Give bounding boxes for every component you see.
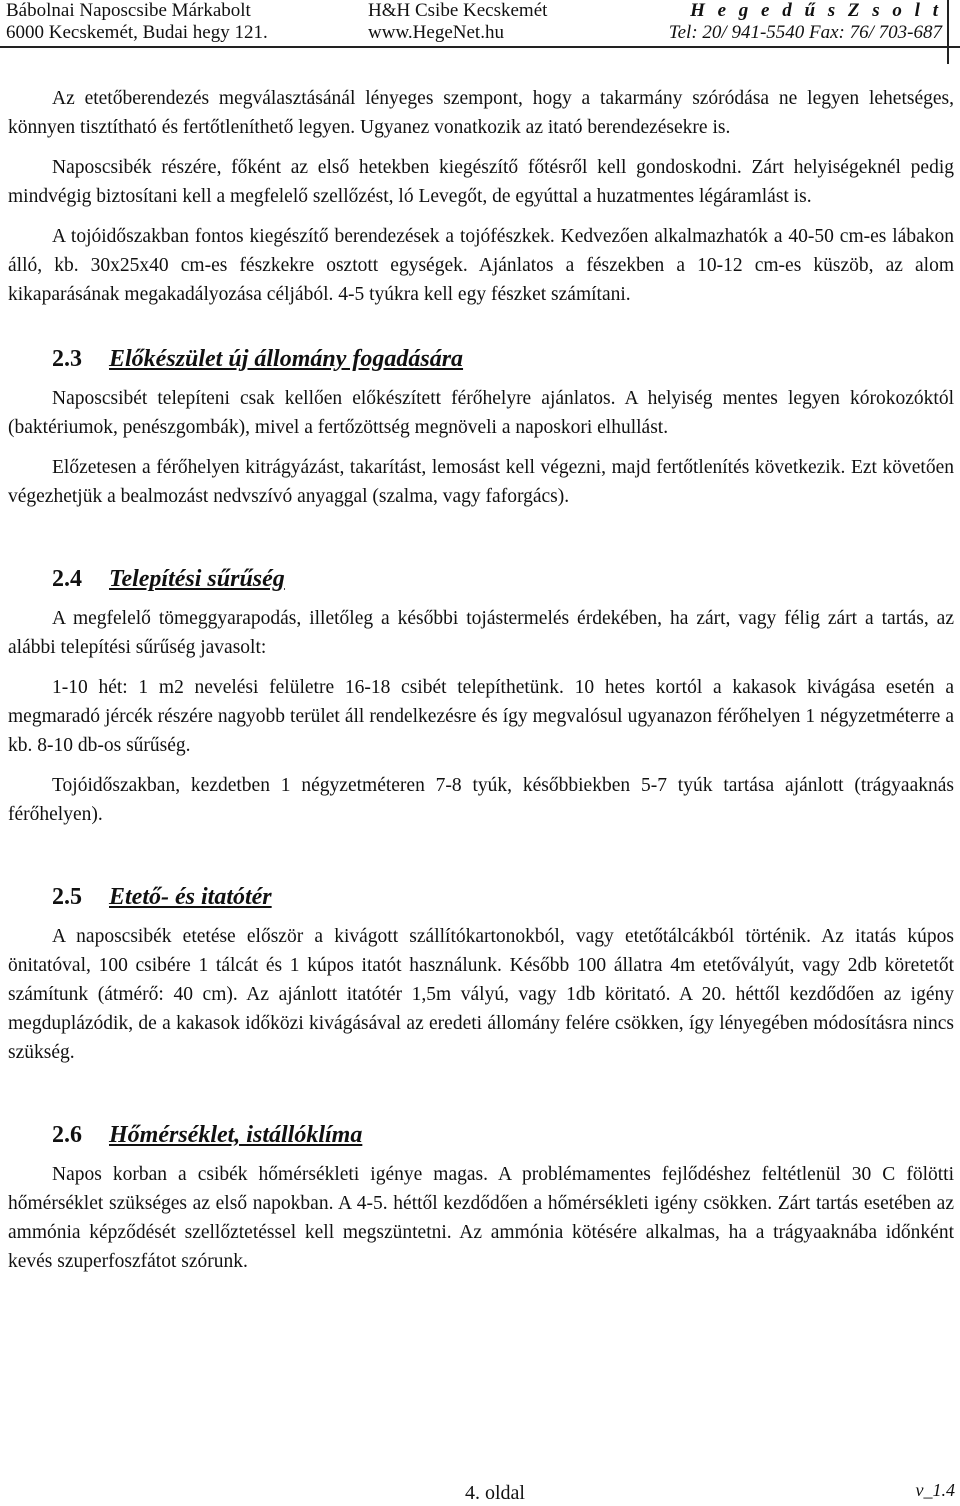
section-2-5-paragraph-1: A naposcsibék etetése először a kivágott szállítókartonokból, vagy etetőtálcákból történik. Az itatás kúpos önitatóval, 100 csibére 1 tálcát és 1 kúpos itatót használunk. Később 100 állatra 4m etetővályút, vagy 2db köretetőt számítunk (átmérő: 40 cm). Az ajánlott itatótér 1,5m vályú, vagy 1db köritató. A 20. héttől kezdődően az igény megduplázódik, de a kakasok időközi kivágásával az eredeti állomány felére csökken, így lényegében módosításra nincs szükség. [8,926,954,1063]
section-spacer [8,522,954,564]
section-title: Hőmérséklet, istállóklíma [109,1122,363,1148]
section-2-4-paragraph-1: A megfelelő tömeggyarapodás, illetőleg a későbbi tojástermelés érdekében, ha zárt, vagy félig zárt a tartás, az alábbi telepítési sűrűség javasolt: [8,608,954,658]
header-left-block [6,0,268,44]
intro-paragraph-2: Naposcsibék részére, főként az első hetekben kiegészítő főtésről kell gondoskodni. Zárt helyiségeknél pedig mindvégig biztosítani kell a megfelelő szellőzést, ló Levegőt, de egyúttal a huzatmentes légáramlást is. [8,157,954,207]
section-spacer [8,840,954,882]
section-heading-2-3 [8,344,954,374]
intro-paragraph-1: Az etetőberendezés megválasztásánál lényeges szempont, hogy a takarmány szóródása ne legyen lehetséges, könnyen tisztítható és fertőtleníthető legyen. Ugyanez vonatkozik az itató berendezésekre is. [8,88,954,138]
section-2-3-paragraph-1: Naposcsibét telepíteni csak kellően előkészített férőhelyre ajánlatos. A helyiség mentes legyen kórokozóktól (baktériumok, penészgombák), mivel a fertőzöttség megnöveli a naposkori elhullást. [8,388,954,438]
section-heading-2-4 [8,564,954,594]
section-heading-2-5 [8,882,954,912]
section-2-4-paragraph-3: Tojóidőszakban, kezdetben 1 négyzetméteren 7-8 tyúk, későbbiekben 5-7 tyúk tartása ajánlott (trágyaaknás férőhelyen). [8,775,954,825]
header-company-name: H&H Csibe Kecskemét [368,0,548,21]
section-spacer [8,1078,954,1120]
header-website-link[interactable]: www.HegeNet.hu [368,22,504,43]
header-shop-name: Bábolnai Naposcsibe Márkabolt [6,0,251,21]
header-contact-name: H e g e d ű s Z s o l t [690,0,942,21]
document-body [8,84,954,1287]
header-right-block [669,0,942,44]
section-2-4-paragraph-2: 1-10 hét: 1 m2 nevelési felületre 16-18 csibét telepíthetünk. 10 hetes kortól a kakasok kivágása esetén a megmaradó jércék részére nagyobb terület áll rendelkezésre és így megvalósul ugyanazon férőhelyen 1 négyzetméterre a kb. 8-10 db-os sűrűség. [8,677,954,756]
section-heading-2-6 [8,1120,954,1150]
page-header [0,0,960,48]
intro-paragraph-3: A tojóidőszakban fontos kiegészítő berendezések a tojófészkek. Kedvezően alkalmazhatók a 40-50 cm-es lábakon álló, kb. 30x25x40 cm-es fészkekre osztott egységek. Ajánlatos a fészekben a 10-12 cm-es küszöb, az alom kikaparásának megakadályozása céljából. 4-5 tyúkra kell egy fészket számítani. [8,226,954,305]
section-number: 2.6 [52,1122,82,1148]
header-contact-phone: Tel: 20/ 941-5540 Fax: 76/ 703-687 [668,22,942,43]
section-number: 2.5 [52,884,82,910]
header-center-block [368,0,547,44]
section-title: Telepítési sűrűség [109,566,285,592]
section-number: 2.4 [52,566,82,592]
section-spacer [8,320,954,344]
header-shop-address: 6000 Kecskemét, Budai hegy 121. [6,22,268,43]
section-2-6-paragraph-1: Napos korban a csibék hőmérsékleti igénye magas. A problémamentes fejlődéshez feltétlenül 30 C fölötti hőmérséklet szükséges az első napokban. A 4-5. héttől kezdődően a hőmérsékleti igény csökken. Zárt tartás esetében az ammónia képződését szellőztetéssel kell megszüntetni. Az ammónia kötésére alkalmas, ha a trágyaaknába időnként kevés szuperfoszfátot szórunk. [8,1164,954,1272]
section-title: Előkészület új állomány fogadására [109,346,464,372]
document-version: v_1.4 [915,1480,955,1500]
page-number: 4. oldal [465,1482,525,1504]
section-2-3-paragraph-2: Előzetesen a férőhelyen kitrágyázást, takarítást, lemosást kell végezni, majd fertőtlenítés következik. Ezt követően végezhetjük a bealmozást nedvszívó anyaggal (szalma, vagy faforgács). [8,457,954,507]
section-title: Etető- és itatótér [109,884,272,910]
header-vertical-rule [947,0,949,64]
section-number: 2.3 [52,346,82,372]
